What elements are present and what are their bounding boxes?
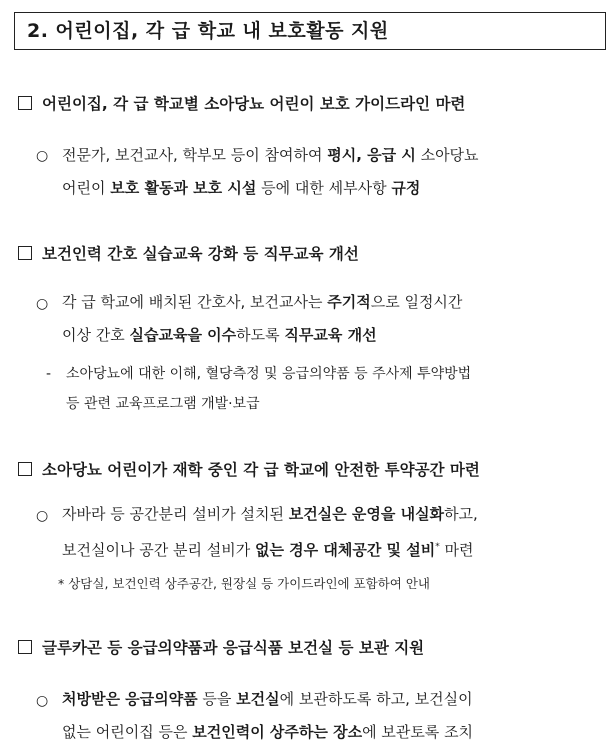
- checkbox-square-icon: [18, 462, 32, 476]
- heading-text: 소아당뇨 어린이가 재학 중인 각 급 학교에 안전한 투약공간 마련: [42, 461, 480, 479]
- text-line: 어린이 보호 활동과 보호 시설 등에 대한 세부사항 규정: [62, 179, 421, 197]
- section-title: 2. 어린이집, 각 급 학교 내 보호활동 지원: [14, 12, 606, 50]
- paragraph-training: [62, 286, 602, 352]
- paragraph-storage: [62, 683, 602, 749]
- heading-text: 어린이집, 각 급 학교별 소아당뇨 어린이 보호 가이드라인 마련: [42, 95, 466, 113]
- text-line: 전문가, 보건교사, 학부모 등이 참여하여 평시, 응급 시 소아당뇨: [62, 146, 479, 164]
- bullet-circle: ○: [36, 296, 49, 312]
- sub-item-line-1: 소아당뇨에 대한 이해, 혈당측정 및 응급의약품 등 주사제 투약방법: [66, 366, 472, 382]
- heading-text: 보건인력 간호 실습교육 강화 등 직무교육 개선: [42, 245, 359, 263]
- bullet-circle: ○: [36, 693, 49, 709]
- text-line: 각 급 학교에 배치된 간호사, 보건교사는 주기적으로 일정시간: [62, 293, 463, 311]
- heading-training: [18, 242, 359, 264]
- text-line: 보건실이나 공간 분리 설비가 없는 경우 대체공간 및 설비* 마련: [62, 541, 474, 559]
- text-line: 자바라 등 공간분리 설비가 설치된 보건실은 운영을 내실화하고,: [62, 505, 478, 523]
- heading-storage: [18, 636, 424, 658]
- bullet-circle: ○: [36, 148, 49, 164]
- sub-item-line-2: 등 관련 교육프로그램 개발·보급: [66, 396, 260, 412]
- paragraph-guideline: [62, 139, 602, 205]
- paragraph-medication-space: [62, 498, 602, 567]
- heading-guideline: [18, 92, 465, 114]
- heading-medication-space: [18, 458, 480, 480]
- footnote: * 상담실, 보건인력 상주공간, 원장실 등 가이드라인에 포함하여 안내: [58, 576, 431, 591]
- checkbox-square-icon: [18, 96, 32, 110]
- text-line: 이상 간호 실습교육을 이수하도록 직무교육 개선: [62, 326, 377, 344]
- checkbox-square-icon: [18, 246, 32, 260]
- text-line: 없는 어린이집 등은 보건인력이 상주하는 장소에 보관토록 조치: [62, 723, 474, 741]
- checkbox-square-icon: [18, 640, 32, 654]
- text-line: 처방받은 응급의약품 등을 보건실에 보관하도록 하고, 보건실이: [62, 690, 473, 708]
- dash-bullet: -: [46, 366, 52, 382]
- heading-text: 글루카곤 등 응급의약품과 응급식품 보건실 등 보관 지원: [42, 639, 425, 657]
- bullet-circle: ○: [36, 508, 49, 524]
